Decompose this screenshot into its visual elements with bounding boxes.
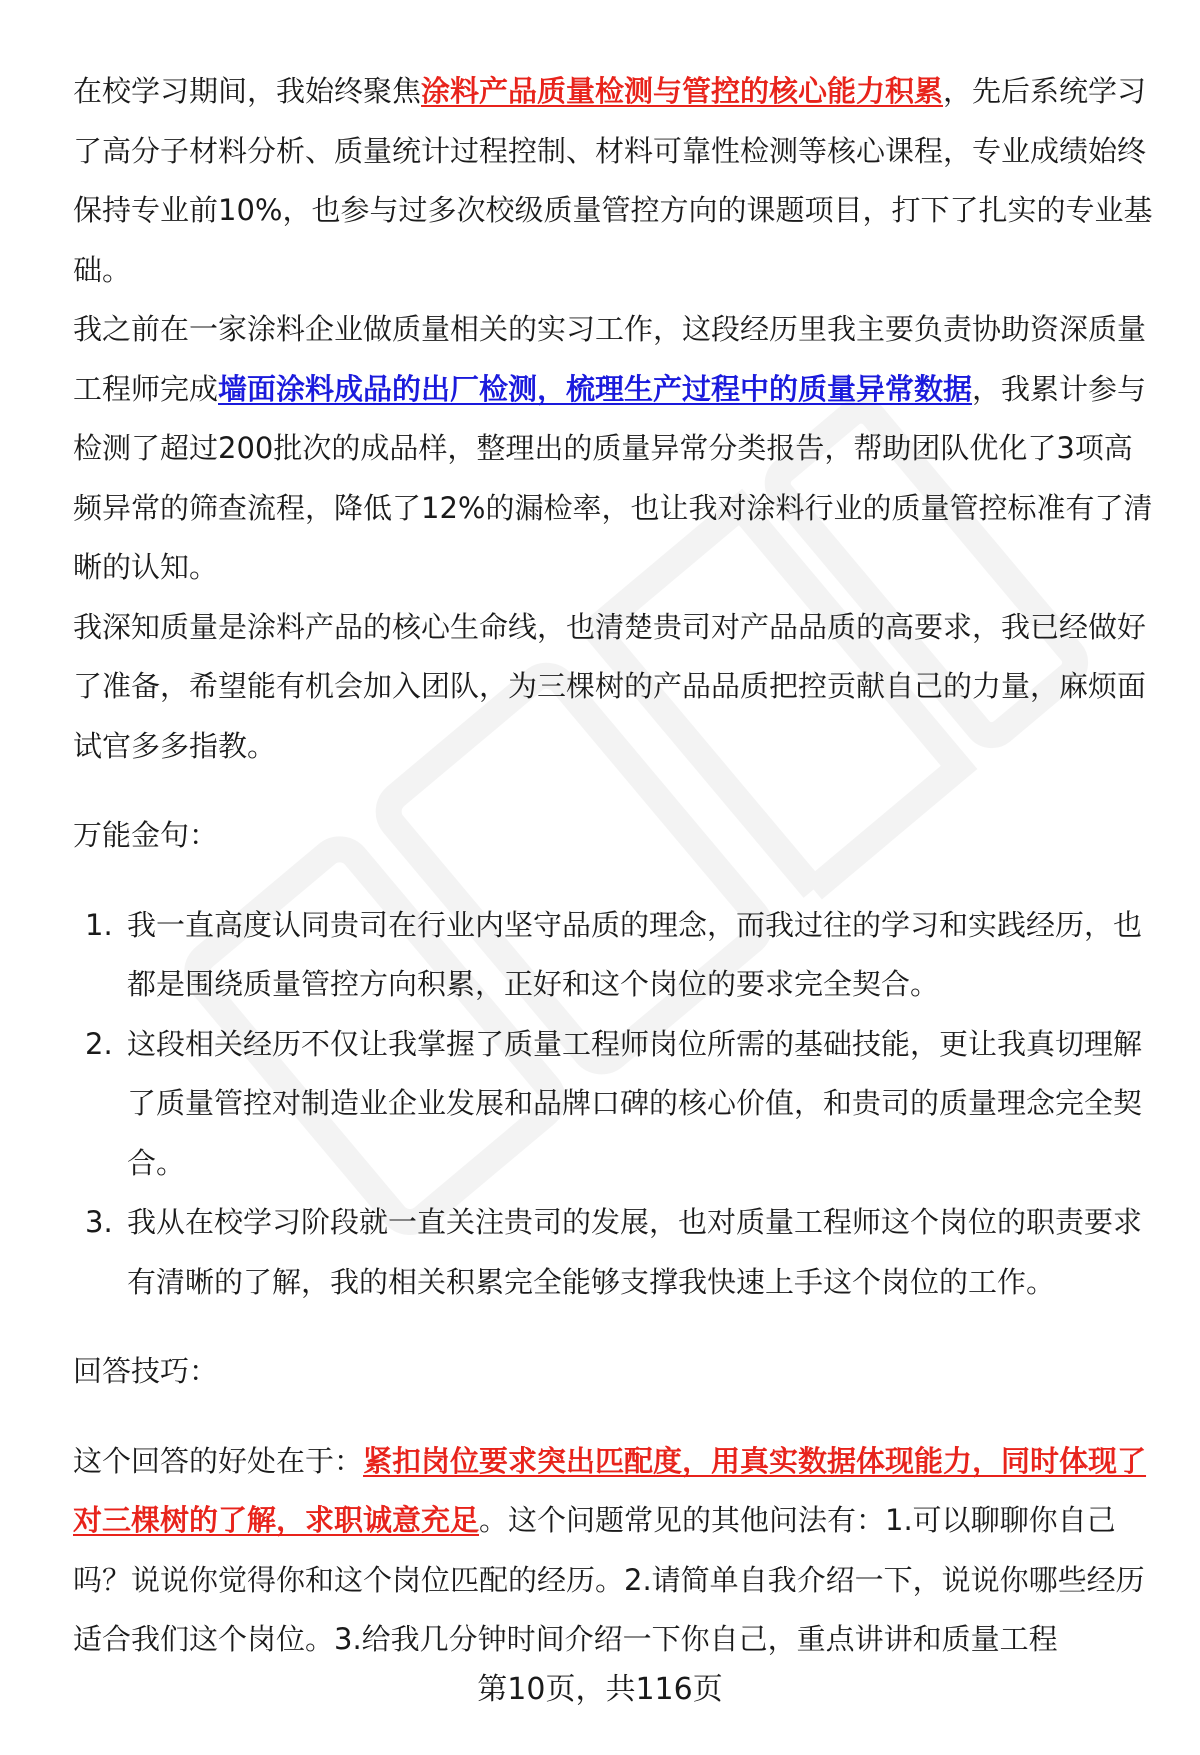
paragraph-study-lead: 在校学习期间，我始终聚焦 — [73, 74, 422, 108]
paragraph-tips — [73, 1432, 1157, 1670]
golden-sentences-list — [73, 896, 1157, 1313]
list-item-text: 我从在校学习阶段就一直关注贵司的发展，也对质量工程师这个岗位的职责要求有清晰的了解，我的相关积累完全能够支撑我快速上手这个岗位的工作。 — [127, 1205, 1143, 1299]
paragraph-study-rest: ，先后系统学习了高分子材料分析、质量统计过程控制、材料可靠性检测等核心课程，专业成绩始终保持专业前10%，也参与过多次校级质量管控方向的课题项目，打下了扎实的专业基础。 — [73, 74, 1153, 287]
highlight-core-ability: 涂料产品质量检测与管控的核心能力积累 — [421, 74, 944, 108]
list-item-number: 2. — [85, 1026, 113, 1061]
paragraph-internship-lead: 我之前在一家涂料企业做质量相关的实习工作，这段经历里我主要负责协助资深质量工程师完成 — [73, 312, 1147, 406]
golden-sentences-heading: 万能金句： — [73, 818, 219, 852]
list-item-text: 我一直高度认同贵司在行业内坚守品质的理念，而我过往的学习和实践经历，也都是围绕质量管控方向积累，正好和这个岗位的要求完全契合。 — [127, 907, 1143, 1001]
main-content — [73, 62, 1157, 1670]
highlight-answer-benefits: 紧扣岗位要求突出匹配度，用真实数据体现能力，同时体现了对三棵树的了解，求职诚意充足 — [73, 1443, 1147, 1537]
list-item-number: 1. — [85, 907, 113, 942]
list-item — [73, 1015, 1157, 1194]
page-number: 第10页，共116页 — [477, 1672, 723, 1707]
list-item — [73, 1193, 1157, 1312]
list-item-number: 3. — [85, 1205, 113, 1239]
paragraph-internship — [73, 300, 1157, 598]
list-item — [73, 896, 1157, 1015]
highlight-internship-tasks: 墙面涂料成品的出厂检测，梳理生产过程中的质量异常数据 — [218, 371, 973, 406]
paragraph-tips-rest: 。这个问题常见的其他问法有：1.可以聊聊你自己吗？说说你觉得你和这个岗位匹配的经历。2.请简单自我介绍一下，说说你哪些经历适合我们这个岗位。3.给我几分钟时间介绍一下你自己，重点讲讲和质量工程 — [73, 1503, 1145, 1656]
paragraph-tips-lead: 这个回答的好处在于： — [73, 1443, 364, 1478]
paragraph-internship-rest: ，我累计参与检测了超过200批次的成品样，整理出的质量异常分类报告，帮助团队优化了3项高频异常的筛查流程，降低了12%的漏检率，也让我对涂料行业的质量管控标准有了清晰的认知。 — [73, 371, 1153, 584]
paragraph-closing: 我深知质量是涂料产品的核心生命线，也清楚贵司对产品品质的高要求，我已经做好了准备，希望能有机会加入团队，为三棵树的产品品质把控贡献自己的力量，麻烦面试官多多指教。 — [73, 609, 1147, 763]
paragraph-study — [73, 62, 1157, 300]
list-item-text: 这段相关经历不仅让我掌握了质量工程师岗位所需的基础技能，更让我真切理解了质量管控对制造业企业发展和品牌口碑的核心价值，和贵司的质量理念完全契合。 — [127, 1026, 1143, 1180]
tips-heading: 回答技巧： — [73, 1354, 219, 1388]
